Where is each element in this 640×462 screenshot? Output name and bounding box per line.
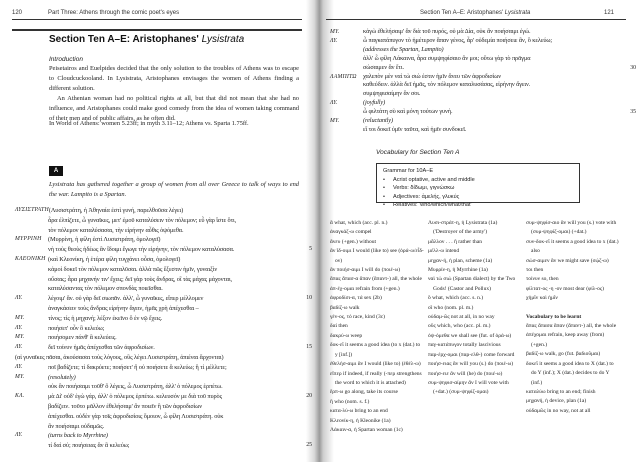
- page-number: 120: [12, 10, 23, 16]
- line-number: 10: [306, 295, 312, 302]
- vocab-entry: Vocabulary to be learnt: [526, 313, 582, 320]
- speaker-name: ΛΥ.: [330, 100, 338, 107]
- line-text: (reluctantly): [363, 117, 393, 125]
- vocab-entry: μηχανή, ἡ device, plan (1a): [526, 398, 587, 405]
- grammar-item: • Acrist optative, active and middle: [383, 176, 573, 185]
- dialogue-line: [15, 382, 312, 392]
- vocab-entry: Κλεονίκ-η, ἡ Kleonike (1a): [330, 417, 391, 424]
- section-title-text: Section Ten A–E: Aristophanes': [49, 34, 202, 45]
- vocab-entry: φίλτατ-ος -η -ον most dear (φίλ-ος): [526, 285, 604, 292]
- header-rule: [12, 19, 302, 20]
- dialogue-line: [330, 73, 636, 82]
- vocab-entry: παρ-έρχ-ομαι (παρ-ελθ-) come forward: [428, 351, 515, 358]
- dialogue-line: [330, 28, 636, 37]
- line-number: 15: [306, 344, 312, 351]
- dialogue-line: [15, 206, 312, 216]
- line-number: 35: [630, 109, 636, 116]
- vocab-entry: Λυσι-στράτ-η, ἡ Lysistrata (1a) ('Destroyer of the army'): [428, 220, 498, 236]
- line-text: κἀγὼ ἐθελήσαιμ' ἂν διὰ τοῦ πυρός, οὐ μὰ Δία, οὐκ ἂν ποιήσαιμι ἐγώ.: [363, 28, 531, 35]
- line-text: ἀπέχεσθαι. οὐδὲν γὰρ τοῖς ἀφροδισίοις ὅμοιον, ὦ φίλη Λυσιστράτη. οὐκ: [48, 412, 224, 420]
- dialogue-line: [15, 255, 312, 265]
- dialogue-line: [15, 226, 312, 236]
- dialogue-line: [330, 99, 636, 108]
- vocab-entry: οἳ who (nom. pl. m.): [428, 304, 474, 311]
- dialogue-line: [15, 216, 312, 226]
- dialogue-line: [330, 117, 636, 126]
- world-of-athens-ref: In World of Athens: women 5.23ff; in myth 3.11–12; Athens vs. Sparta 1.75ff.: [49, 120, 249, 127]
- vocab-entry: χἠμῖν καὶ ἡμῖν: [526, 295, 558, 302]
- line-text: (Λυσιστράτη, ἡ Ἀθηναία ἐστὶ γυνή, παρελθοῦσα λέγει): [48, 207, 184, 214]
- line-text: (Μυρρίνη, ἡ φίλη ἐστὶ Λυσιστράτη, ὁμολογεῖ): [48, 236, 161, 244]
- speaker-name: ΚΛΕΟΝΙΚΗ: [15, 255, 46, 262]
- vocab-entry: ἃ what, which (acc. pl. n.): [330, 220, 388, 226]
- line-text: ἀλλ' ὦ φίλη Λάκαινα, ἆρα συμψηφίσαιο ἂν μοι; οὕτω γὰρ τὸ πρᾶγμα: [363, 54, 531, 62]
- vocab-entry: μᾶλλον . . . ἢ rather than: [428, 238, 482, 245]
- vocab-entry: οὐδαμ-ῶς not at all, in no way: [428, 314, 495, 321]
- dialogue-line: [15, 304, 312, 314]
- dialogue-line: [15, 265, 312, 275]
- intro-heading: Introduction: [49, 56, 83, 63]
- grammar-item: • Adjectives: ἀμελής, γλυκύς: [383, 193, 573, 202]
- vocab-column: [330, 219, 424, 435]
- vocab-entry: συμ-ψηφισ-αίμην ἂν I will vote with (+dat.) (συμ-ψηφίζ-ομαι): [428, 379, 509, 396]
- title-rule: [12, 29, 302, 31]
- speaker-name: ΜΥ.: [15, 373, 25, 380]
- vocab-entry: μέλλ-ω intend: [428, 248, 460, 255]
- vocab-entry: βαδίζ-ω walk, go (fut. βαδιοῦμαι): [526, 351, 601, 358]
- vocab-entry: [526, 304, 620, 313]
- line-number: 5: [309, 246, 312, 253]
- vocab-entry: ἕρπ-ω go along, take its course: [330, 389, 398, 396]
- speaker-name: ΛΑΜΠΙΤΩ: [330, 73, 357, 80]
- line-text: ὦ φιλτάτη σὺ καὶ μόνη τούτων γυνή.: [363, 108, 453, 116]
- dialogue-line: [330, 126, 636, 135]
- line-text: ποιήσομεν πάνθ' ἃ κελεύεις.: [48, 334, 117, 342]
- speaker-name: ΜΥ.: [15, 314, 25, 321]
- line-number: 20: [306, 393, 312, 400]
- dialogue-line: [15, 441, 312, 451]
- vocab-heading: Vocabulary for Section Ten A: [376, 149, 460, 156]
- line-text: ὦ παγκατάπυγον τὸ ἡμέτερον ἅπαν γένος, ἆρ' οὐδεμία ποιήσειε ἂν, ὃ κελεύω;: [363, 36, 553, 44]
- line-text: καταλύσαντας τὸν πόλεμον σπονδὰς ποιεῖσθαι.: [48, 285, 163, 293]
- speaker-name: ΛΥ.: [15, 432, 23, 439]
- line-text: δεῖ τοίνυν ἡμᾶς ἀπέχεσθαι τῶν ἀφροδισίων.: [48, 344, 155, 352]
- vocab-entry: ἀναγκάζ-ω compel: [330, 229, 372, 236]
- header-rule: [326, 19, 626, 20]
- vocab-entry: συμ-ψηφίσ-αιο ἂν will you (s.) vote with (συμ-ψηφίζ-ομαι) (+dat.): [526, 220, 617, 236]
- dialogue-line: [15, 333, 312, 343]
- dialogue-line: [15, 412, 312, 422]
- speaker-name: ΛΥΣΙΣΤΡΑΤΗ: [15, 207, 49, 213]
- line-text: μὰ Δί' οὐδ' ἐγὼ γάρ, ἀλλ' ὁ πόλεμος ἑρπέτω. κελευσόν με διὰ τοῦ πυρὸς: [48, 393, 222, 401]
- line-text: (resolutely): [48, 373, 76, 381]
- vocab-entry: δαί then: [330, 323, 348, 330]
- vocab-entry: ἂν ἴδ-οιμι I would (like to) see (ὁρά-ω/εἶδ-ον): [330, 248, 424, 264]
- grammar-title: Grammar for 10A–E: [383, 168, 434, 174]
- dialogue-line: [330, 81, 636, 90]
- vocab-entry: δοκεῖ it seems a good idea to X (dat.) to do Y (inf.); X (dat.) decides to do Y (inf.): [526, 360, 614, 386]
- speaker-name: ΛΥ.: [15, 324, 23, 331]
- dialogue-line: [15, 314, 312, 324]
- vocab-entry: ὃ what, which (acc. s. n.): [428, 295, 484, 302]
- line-text: τίνος; τίς ἡ μηχανή; λέξον ἐκεῖνο ὃ ἐν νῷ ἔχεις.: [48, 314, 163, 322]
- line-text: τὸν πόλεμον καταλύσασαι, τὴν εἰρήνην αὖθις ὀψόμεθα.: [48, 226, 184, 234]
- speaker-name: ΜΥ.: [330, 118, 340, 125]
- vocab-entry: δοκ-εῖ it seems a good idea (to x (dat.) to y [inf.]): [330, 342, 421, 358]
- speaker-name: ΜΥ.: [15, 334, 25, 341]
- vocab-entry: ποιήσ-ειας ἂν will you (s.) do (ποιέ-ω): [428, 361, 514, 368]
- left-page: [0, 0, 316, 462]
- line-text: ἆρα ἐλπίζετε, ὦ γυναῖκες, μετ' ἐμοῦ καταλύσειν τὸν πόλεμον; εὖ γὰρ ἴστε ὅτι,: [48, 216, 237, 224]
- line-text: σώσαιμεν ἂν ἔτι.: [363, 63, 404, 71]
- line-text: (joyfully): [363, 99, 386, 107]
- speaker-name: ΛΥ.: [330, 37, 338, 44]
- dialogue-line: [15, 422, 312, 432]
- dialogue-line: [330, 90, 636, 99]
- line-number: 25: [306, 442, 312, 449]
- line-text: (addresses the Spartan, Lampito): [363, 45, 444, 53]
- vocab-entry: ἀπ-έχ-ομαι refrain from (+gen.): [330, 285, 400, 292]
- dialogue: [330, 28, 636, 135]
- vocab-entry: ἅπας ἅπασα ἅπαν (ἅπαντ-) all, the whole: [526, 323, 617, 330]
- line-text: ἀναγκάσειν τοὺς ἄνδρας εἰρήνην ἄγειν, ἡμᾶς χρὴ ἀπέχεσθαι –: [48, 304, 199, 312]
- vocab-entry: οὓς which, who (acc. pl. m.): [428, 323, 491, 330]
- vocab-entry: Λάκαιν-α, ἡ Spartan woman (1c): [330, 426, 403, 433]
- speaker-name: ΜΥ.: [330, 29, 340, 35]
- section-title-italic: Lysistrata: [201, 34, 245, 45]
- vocab-entry: ἀφροδίσι-α, τά sex (2b): [330, 295, 382, 302]
- line-text: (καὶ Κλεονίκη, ἡ ἑτέρα φίλη τυγχάνει οὖσα, ὁμολογεῖ): [48, 255, 181, 263]
- dialogue-line: [15, 294, 312, 304]
- vocab-entry: συν-δοκ-εῖ it seems a good idea to x (dat.) also: [526, 238, 619, 255]
- line-text: ἂν ποιήσαιμι οὐδαμῶς.: [48, 422, 105, 430]
- vocab-entry: ὀψ-όμεθα we shall see (fut. of ὁρά-ω): [428, 332, 512, 339]
- dialogue-line: [330, 37, 636, 46]
- dialogue-line: [15, 275, 312, 285]
- dialogue-line: [15, 402, 312, 412]
- vocab-entry: μηχαν-ή, ἡ plan, scheme (1a): [428, 257, 493, 264]
- dialogue-line: [15, 431, 312, 441]
- line-text: χαλεπὸν μὲν ναὶ τὼ σιὼ ἐστιν ἡμῖν ἄνευ τῶν ἀφροδισίων: [363, 72, 502, 80]
- line-text: εἴ τοι δοκεῖ ὑμῖν ταῦτα, καὶ ἡμῖν συνδοκεῖ.: [363, 125, 467, 133]
- dialogue-line: [330, 46, 636, 55]
- running-head-italic: Lysistrata: [504, 10, 531, 16]
- vocab-entry: Μυρρίν-η, ἡ Myrrhine (1a): [428, 267, 488, 274]
- vocab-entry: τοι then: [526, 267, 544, 274]
- dialogue-line: [15, 363, 312, 373]
- line-text: βαδίζειν. τοῦτο μᾶλλον ἐθελήσαιμ' ἂν ποιεῖν ἢ τῶν ἀφροδισίων: [48, 402, 203, 410]
- vocab-entry: βαδίζ-ω walk: [330, 304, 360, 311]
- vocab-entry: ἀπέχομαι refrain, keep away (from) (+gen.): [526, 332, 605, 348]
- dialogue-line: [15, 392, 312, 402]
- section-badge: A: [49, 166, 63, 176]
- dialogue-line: [330, 55, 636, 64]
- running-head: [420, 10, 530, 16]
- vocab-entry: γέν-ος, τό race, kind (3c): [330, 314, 385, 321]
- dialogue-line: [15, 284, 312, 294]
- dialogue-line: [15, 353, 312, 363]
- speaker-name: ΚΛ.: [15, 393, 25, 400]
- dialogue-line: [15, 373, 312, 383]
- scene-intro: Lysistrata has gathered together a group of women from all over Greece to talk of ways to end the war. Lampito is a Spartan.: [49, 181, 299, 198]
- line-text: ποῖ βαδίζετε; τί δακρύετε; ποιήσετ' ἢ οὐ ποιήσετε ἃ κελεύω; ἢ τί μέλλετε;: [48, 363, 227, 371]
- speaker-name: ΛΥ.: [15, 363, 23, 370]
- line-text: οὐκ ἂν ποιήσαιμι τοῦθ' ὃ λέγεις, ὦ Λυσιστράτη, ἀλλ' ὁ πόλεμος ἑρπέτω.: [48, 383, 223, 391]
- dialogue-line: [15, 343, 312, 353]
- line-text: καθεύδειν. ἀλλὰ δεῖ ἡμᾶς, τὸν πόλεμον καταλυσάσας, εἰρήνην ἄγειν.: [363, 81, 531, 89]
- intro-paragraph: Peisetairos and Euelpides decided that the only solution to the troubles of Athens was to escape to Cloudcuckooland. In Lysistrata, Aristophanes envisages the women of Athens finding a different solution.: [49, 65, 299, 92]
- vocab-entry: ποιήσ-ειε ἂν will (he) do (ποιέ-ω): [428, 370, 503, 377]
- running-head: Part Three: Athens through the comic poet's eyes: [48, 10, 180, 16]
- vocab-entry: τοίνυν so, then: [526, 276, 559, 283]
- grammar-box: [376, 163, 580, 209]
- dialogue: [15, 206, 312, 451]
- line-text: (turns back to Myrrhine): [48, 432, 108, 440]
- line-text: κἀμοὶ δοκεῖ τὸν πόλεμον καταλῦσαι. ἀλλὰ πῶς ἔξεστιν ἡμῖν, γυναιξὶν: [48, 265, 218, 273]
- vocab-entry: ἄνευ (+gen.) without: [330, 238, 377, 245]
- vocab-column: [428, 219, 522, 398]
- vocab-column: [526, 219, 620, 416]
- dialogue-line: [15, 324, 312, 334]
- vocab-entry: σώσ-αιμεν ἂν we might save (σῴζ-ω): [526, 257, 609, 264]
- line-text: συμψηφισαίμην ἂν σοι.: [363, 90, 421, 98]
- intro-paragraph: An Athenian woman had no political rights at all, but that did not mean that she had no influence, and Aristophanes could make good comedy from the idea of women taking command of their men and of public affairs, as he often did.: [49, 95, 299, 122]
- vocab-entry: εἴπερ if indeed, if really (-περ strengthens the word to which it is attached): [330, 370, 422, 386]
- vocab-entry: δακρύ-ω weep: [330, 332, 363, 339]
- line-text: νὴ τοὺς θεοὺς ἡδέως ἂν ἴδοιμι ἔγωγε τὴν εἰρήνην, τὸν πόλεμον καταλύσασα.: [48, 246, 235, 254]
- line-number: 30: [630, 64, 636, 71]
- line-text: (αἱ γυναῖκες πᾶσαι, ἀκούσασαι τοὺς λόγους, οὓς λέγει Λυσιστράτη, ἀπιέναι ἄρχονται): [15, 353, 224, 361]
- line-text: λέγοιμ' ἄν. οὐ γὰρ δεῖ σιωπᾶν. ἀλλ', ὦ γυναῖκες, εἴπερ μέλλομεν: [48, 295, 204, 303]
- line-text: τί δαὶ σύ; ποιήσειας ἂν ἃ κελεύω;: [48, 442, 130, 450]
- grammar-list: [383, 176, 573, 210]
- vocab-entry: οὐδαμῶς in no way, not at all: [526, 407, 591, 414]
- line-text: ποιήσετ' οὖν ὃ κελεύω;: [48, 324, 105, 332]
- grammar-item: • Relatives: 'who/which/what/that': [383, 201, 573, 210]
- vocab-entry: κατα-λύ-ω bring to an end: [330, 408, 388, 415]
- vocab-entry: ἅπας ἅπασ-α ἅπαν (ἅπαντ-) all, the whole: [330, 276, 422, 283]
- running-head-text: Section Ten A–E: Aristophanes': [420, 10, 505, 16]
- section-title: [49, 34, 244, 45]
- grammar-item: • Verbs: δίδωμι, γιγνώσκω: [383, 184, 573, 193]
- vocab-entry: ἐθελήσ-αιμι ἂν I would (like to) (ἐθέλ-ω): [330, 361, 421, 368]
- speaker-name: ΛΥ.: [15, 295, 23, 302]
- dialogue-line: [330, 64, 636, 73]
- speaker-name: ΜΥΡΡΙΝΗ: [15, 236, 42, 243]
- vocab-entry: παγ-κατάπυγον totally lascivious: [428, 342, 501, 349]
- vocab-entry: ἂν ποιήσ-αιμι I will do (ποιέ-ω): [330, 267, 401, 274]
- dialogue-line: [15, 245, 312, 255]
- vocab-entry: καταλύω bring to an end; finish: [526, 388, 596, 395]
- page-number: 121: [604, 10, 615, 16]
- intro-text: [49, 64, 299, 124]
- vocab-entry: ἣ who (nom. s. f.): [330, 398, 370, 405]
- dialogue-line: [15, 235, 312, 245]
- dialogue-line: [330, 108, 636, 117]
- vocab-entry: ναὶ τὼ σιώ (Spartan dialect) by the Two Gods! (Castor and Pollux): [428, 276, 516, 292]
- speaker-name: ΛΥ.: [15, 344, 23, 351]
- line-text: οὔσαις; ἆρα μηχανήν τιν' ἔχεις; δεῖ γὰρ τοὺς ἄνδρας, οἳ τὰς μάχας μάχονται,: [48, 275, 233, 283]
